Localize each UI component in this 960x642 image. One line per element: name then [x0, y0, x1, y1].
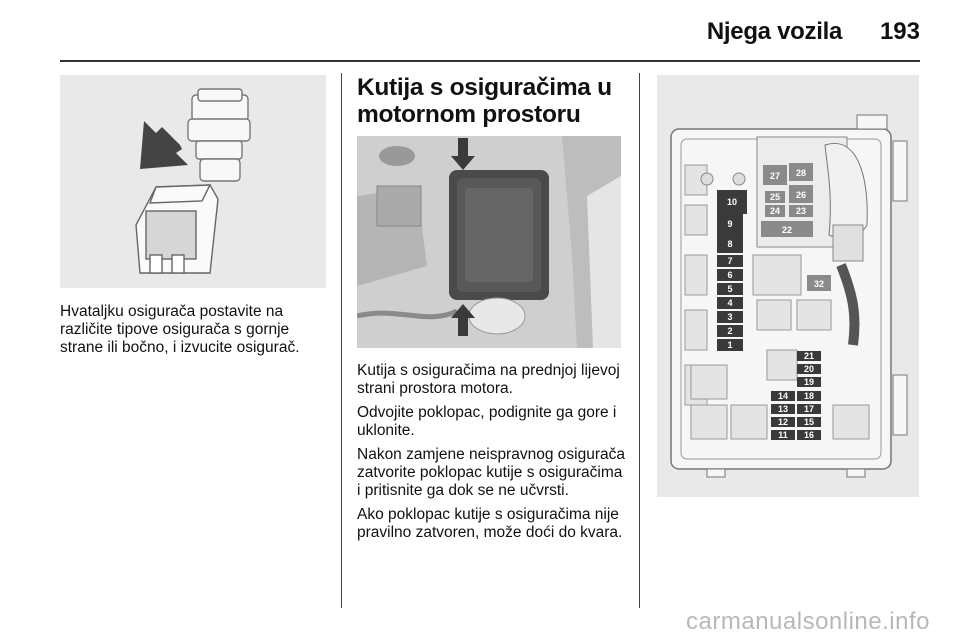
header-title: Njega vozila: [706, 18, 842, 45]
fuse-label-4: 4: [727, 298, 733, 308]
fuse-label-28: 28: [795, 168, 807, 178]
fuse-label-9: 9: [727, 219, 733, 229]
fuse-label-14: 14: [777, 391, 789, 401]
page-number: 193: [879, 18, 920, 45]
section-heading: Kutija s osiguračima u motornom prostoru: [357, 74, 612, 128]
header-rule: [60, 60, 920, 62]
middle-column-text: [357, 362, 629, 548]
fuse-label-15: 15: [803, 417, 815, 427]
paragraph-warning: Ako poklopac kutije s osiguračima nije pravilno zatvoren, može doći do kvara.: [357, 506, 623, 541]
fuse-label-32: 32: [813, 279, 825, 289]
fuse-label-21: 21: [803, 351, 815, 361]
paragraph-location: Kutija s osiguračima na prednjoj lijevoj strani prostora motora.: [357, 362, 620, 397]
column-divider-left: [341, 73, 342, 608]
fuse-label-3: 3: [727, 312, 733, 322]
fuse-label-12: 12: [777, 417, 789, 427]
fuse-label-18: 18: [803, 391, 815, 401]
fuse-label-24: 24: [769, 206, 781, 216]
fuse-box-diagram: [657, 75, 919, 497]
fuse-label-23: 23: [795, 206, 807, 216]
fuse-label-17: 17: [803, 404, 815, 414]
fuse-label-11: 11: [778, 430, 788, 440]
fuse-label-6: 6: [727, 270, 733, 280]
paragraph-remove-cover: Odvojite poklopac, podignite ga gore i uklonite.: [357, 404, 617, 439]
fuse-label-22: 22: [781, 225, 793, 235]
engine-bay-photo: [357, 136, 621, 348]
watermark: carmanualsonline.info: [686, 608, 930, 635]
fuse-label-8: 8: [727, 239, 733, 249]
fuse-label-16: 16: [803, 430, 815, 440]
fuse-label-5: 5: [727, 284, 733, 294]
fuse-label-26: 26: [795, 190, 807, 200]
fuse-label-27: 27: [769, 171, 781, 181]
fuse-label-7: 7: [727, 256, 733, 266]
fuse-extractor-figure: [60, 75, 326, 288]
paragraph-close-cover: Nakon zamjene neispravnog osigurača zatvorite poklopac kutije s osiguračima i pritisnite ga dok se ne učvrsti.: [357, 446, 625, 499]
fuse-label-25: 25: [769, 192, 781, 202]
fuse-label-2: 2: [727, 326, 733, 336]
fuse-label-13: 13: [777, 404, 789, 414]
fuse-label-20: 20: [803, 364, 815, 374]
fuse-label-19: 19: [803, 377, 815, 387]
arrow-icon: [140, 121, 188, 169]
fuse-label-1: 1: [727, 340, 733, 350]
extractor-caption: Hvataljku osigurača postavite na različite tipove osigurača s gornje strane ili bočno, i izvucite osigurač.: [60, 303, 300, 356]
fuse-label-10: 10: [726, 197, 738, 207]
column-divider-right: [639, 73, 640, 608]
